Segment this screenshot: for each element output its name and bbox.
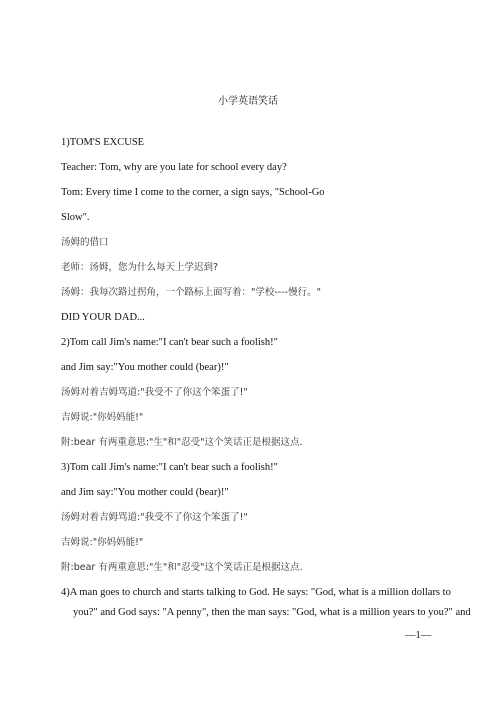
text-line-chinese: 吉姆说:"你妈妈能!"	[61, 537, 144, 548]
text-line: DID YOUR DAD...	[61, 312, 145, 323]
text-line: Teacher: Tom, why are you late for school every day?	[61, 162, 287, 173]
text-line: Slow".	[61, 212, 90, 223]
text-line-chinese: 汤姆对着吉姆骂道:"我受不了你这个笨蛋了!"	[61, 387, 248, 398]
text-line: and Jim say:"You mother could (bear)!"	[61, 362, 229, 373]
section-heading-4: 4)A man goes to church and starts talking to God. He says: "God, what is a million dollars to	[61, 587, 451, 598]
page-number: —1—	[405, 630, 432, 641]
section-heading-1: 1)TOM'S EXCUSE	[61, 137, 145, 148]
text-line-chinese: 吉姆说:"你妈妈能!"	[61, 412, 144, 423]
text-line-chinese: 附:bear 有两重意思:"生"和"忍受"这个笑话正是根据这点.	[61, 562, 303, 573]
text-line-chinese: 附:bear 有两重意思:"生"和"忍受"这个笑话正是根据这点.	[61, 437, 303, 448]
text-line: you?" and God says: "A penny", then the man says: "God, what is a million years to you?" and	[73, 607, 471, 618]
document-title: 小学英语笑话	[218, 96, 278, 107]
text-line-chinese: 老师：汤姆，您为什么每天上学迟到?	[61, 262, 219, 273]
section-heading-2: 2)Tom call Jim's name:"I can't bear such a foolish!"	[61, 337, 278, 348]
text-line: Tom: Every time I come to the corner, a sign says, "School-Go	[61, 187, 325, 198]
text-line-chinese: 汤姆的借口	[61, 237, 109, 248]
text-line-chinese: 汤姆：我每次路过拐角，一个路标上面写着："学校----慢行。"	[61, 287, 321, 298]
text-line-chinese: 汤姆对着吉姆骂道:"我受不了你这个笨蛋了!"	[61, 512, 248, 523]
text-line: and Jim say:"You mother could (bear)!"	[61, 487, 229, 498]
section-heading-3: 3)Tom call Jim's name:"I can't bear such a foolish!"	[61, 462, 278, 473]
